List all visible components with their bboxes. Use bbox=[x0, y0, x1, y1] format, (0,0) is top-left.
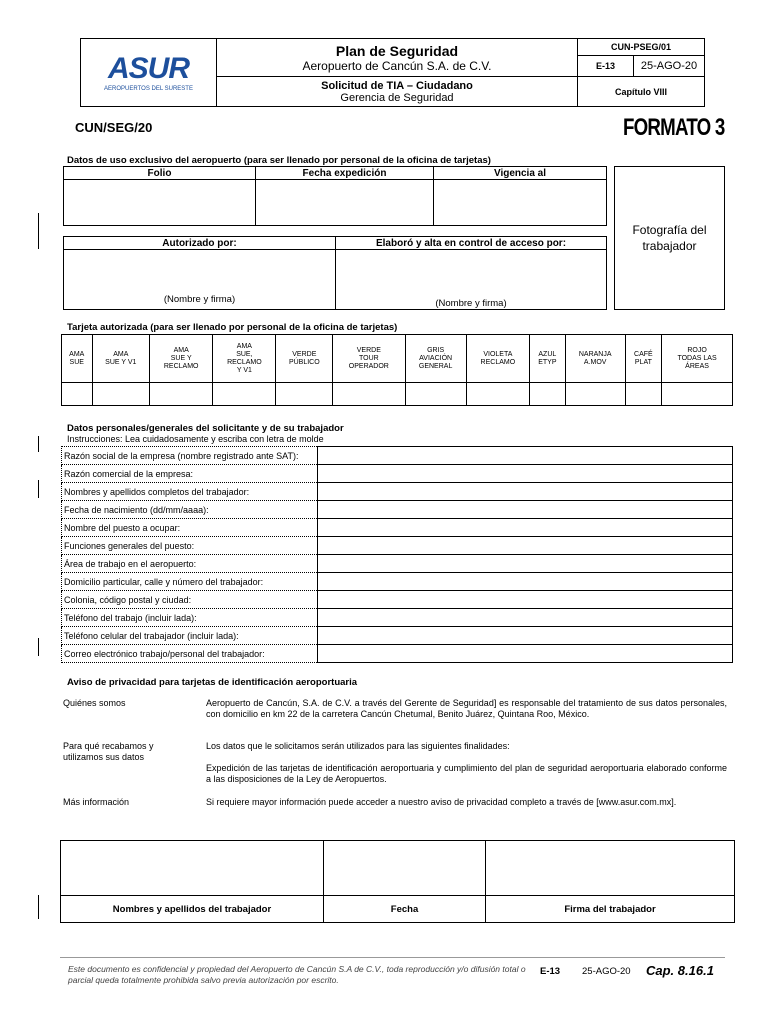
card-option-text: SUE bbox=[69, 358, 84, 366]
department: Gerencia de Seguridad bbox=[340, 91, 454, 104]
card-option-text: VIOLETA bbox=[483, 350, 513, 358]
card-option-text: AMA bbox=[113, 350, 129, 358]
card-option-text: GRIS bbox=[427, 346, 445, 354]
footer-date: 25-AGO-20 bbox=[582, 966, 631, 977]
table-row bbox=[62, 573, 733, 591]
card-option-text: ETYP bbox=[538, 358, 557, 366]
date-field[interactable] bbox=[324, 841, 486, 896]
card-option-text: CAFÉ bbox=[634, 350, 653, 358]
card-option-checkbox[interactable] bbox=[62, 383, 93, 406]
field-label: Teléfono del trabajo (incluir lada): bbox=[62, 609, 318, 627]
card-option-checkbox[interactable] bbox=[529, 383, 565, 406]
logo-text: ASUR bbox=[107, 51, 189, 85]
table-row bbox=[62, 555, 733, 573]
card-option-label bbox=[150, 335, 213, 383]
card-option-text: AZUL bbox=[538, 350, 557, 358]
table-row bbox=[62, 537, 733, 555]
card-option-label bbox=[276, 335, 333, 383]
field-label: Colonia, código postal y ciudad: bbox=[62, 591, 318, 609]
card-option-checkbox[interactable] bbox=[92, 383, 150, 406]
field-input[interactable] bbox=[318, 537, 733, 555]
table-row bbox=[62, 465, 733, 483]
card-option-label bbox=[213, 335, 276, 383]
company-name: Aeropuerto de Cancún S.A. de C.V. bbox=[302, 58, 492, 73]
signature-field[interactable] bbox=[486, 841, 735, 896]
card-option-checkbox[interactable] bbox=[466, 383, 529, 406]
card-option-checkbox[interactable] bbox=[662, 383, 733, 406]
card-type-table bbox=[61, 334, 733, 406]
card-option-text: NARANJA bbox=[578, 350, 612, 358]
card-option-text: AVIACIÓN bbox=[419, 354, 453, 362]
why-label-2: utilizamos sus datos bbox=[63, 752, 145, 762]
field-label: Domicilio particular, calle y número del trabajador: bbox=[62, 573, 318, 591]
field-input[interactable] bbox=[318, 501, 733, 519]
logo-cell bbox=[81, 39, 217, 107]
col-vigencia: Vigencia al bbox=[434, 167, 607, 180]
margin-mark bbox=[38, 213, 39, 249]
col-fecha-expedicion: Fecha expedición bbox=[256, 167, 434, 180]
card-option-text: A.MOV bbox=[583, 358, 607, 366]
name-sign-hint: (Nombre y firma) bbox=[163, 294, 236, 305]
field-label: Fecha de nacimiento (dd/mm/aaaa): bbox=[62, 501, 318, 519]
doc-code: CUN-PSEG/01 bbox=[578, 39, 705, 56]
revision-date: 25-AGO-20 bbox=[634, 56, 705, 77]
edition: E-13 bbox=[578, 56, 634, 77]
card-option-text: RECLAMO bbox=[163, 362, 199, 370]
card-option-text: GENERAL bbox=[418, 362, 453, 370]
card-option-label bbox=[529, 335, 565, 383]
logo-subtitle: AEROPUERTOS DEL SURESTE bbox=[104, 85, 193, 92]
col-folio: Folio bbox=[64, 167, 256, 180]
card-option-label bbox=[405, 335, 466, 383]
field-label: Teléfono celular del trabajador (incluir lada): bbox=[62, 627, 318, 645]
card-option-label bbox=[333, 335, 405, 383]
card-option-checkbox[interactable] bbox=[333, 383, 405, 406]
more-label: Más información bbox=[63, 797, 130, 807]
photo-label: Fotografía del trabajador bbox=[632, 223, 707, 253]
margin-mark bbox=[38, 480, 39, 498]
card-option-checkbox[interactable] bbox=[405, 383, 466, 406]
prepared-by-label: Elaboró y alta en control de acceso por: bbox=[336, 237, 607, 250]
card-option-text: PLAT bbox=[634, 358, 652, 366]
who-text: Aeropuerto de Cancún, S.A. de C.V. a través del Gerente de Seguridad] es responsable del tratamiento de sus datos personales, con domicilio en km 22 de la carretera Cancún Chetumal, Benito Juárez, Quintana Roo, México. bbox=[206, 698, 727, 719]
footer-edition: E-13 bbox=[540, 966, 561, 977]
card-option-text: OPERADOR bbox=[348, 362, 389, 370]
chapter: Capítulo VIII bbox=[578, 77, 705, 107]
card-option-checkbox[interactable] bbox=[150, 383, 213, 406]
authorized-by-label: Autorizado por: bbox=[64, 237, 336, 250]
authorization-table bbox=[63, 236, 607, 310]
card-option-text: TODAS LAS bbox=[677, 354, 717, 362]
date-label: Fecha bbox=[324, 896, 486, 923]
field-input[interactable] bbox=[318, 609, 733, 627]
airport-use-title: Datos de uso exclusivo del aeropuerto (para ser llenado por personal de la oficina de tarjetas) bbox=[67, 155, 491, 166]
subject-cell bbox=[217, 77, 578, 107]
airport-use-table bbox=[63, 166, 607, 226]
margin-mark bbox=[38, 638, 39, 656]
card-option-checkbox[interactable] bbox=[213, 383, 276, 406]
card-option-label bbox=[662, 335, 733, 383]
field-input[interactable] bbox=[318, 483, 733, 501]
card-option-label bbox=[625, 335, 661, 383]
table-row bbox=[62, 645, 733, 663]
table-row bbox=[62, 627, 733, 645]
personal-section-title: Datos personales/generales del solicitante y de su trabajador bbox=[67, 423, 344, 434]
why-text-1: Los datos que le solicitamos serán utilizados para las siguientes finalidades: bbox=[206, 741, 510, 751]
card-option-checkbox[interactable] bbox=[625, 383, 661, 406]
card-option-checkbox[interactable] bbox=[565, 383, 625, 406]
card-option-text: PÚBLICO bbox=[288, 358, 320, 366]
signature-table bbox=[60, 840, 735, 923]
form-code: CUN/SEG/20 bbox=[75, 120, 153, 135]
footer-chapter: Cap. 8.16.1 bbox=[646, 963, 714, 978]
card-option-text: SUE Y bbox=[170, 354, 192, 362]
field-input[interactable] bbox=[318, 573, 733, 591]
vigencia-field[interactable] bbox=[434, 180, 607, 226]
card-option-text: SUE, bbox=[236, 350, 253, 358]
field-label: Nombre del puesto a ocupar: bbox=[62, 519, 318, 537]
card-option-text: VERDE bbox=[292, 350, 317, 358]
field-label: Nombres y apellidos completos del trabajador: bbox=[62, 483, 318, 501]
personal-data-table bbox=[61, 446, 733, 663]
card-option-label bbox=[466, 335, 529, 383]
photo-box[interactable] bbox=[614, 166, 725, 310]
table-row bbox=[62, 501, 733, 519]
card-option-label bbox=[62, 335, 93, 383]
more-text: Si requiere mayor información puede acceder a nuestro aviso de privacidad completo a través de [www.asur.com.mx]. bbox=[206, 797, 677, 807]
card-option-text: AMA bbox=[69, 350, 85, 358]
table-row bbox=[62, 609, 733, 627]
doc-subject: Solicitud de TIA – Ciudadano bbox=[321, 79, 473, 92]
field-label: Área de trabajo en el aeropuerto: bbox=[62, 555, 318, 573]
who-label: Quiénes somos bbox=[63, 698, 126, 708]
field-label: Razón comercial de la empresa: bbox=[62, 465, 318, 483]
form-number: FORMATO 3 bbox=[623, 114, 725, 141]
confidential-notice: Este documento es confidencial y propiedad del Aeropuerto de Cancún S.A de C.V., toda reproducción y/o difusión total o parcial queda totalmente prohibida salvo previa autorización por escrito. bbox=[68, 964, 526, 985]
margin-mark bbox=[38, 436, 39, 452]
card-option-text: TOUR bbox=[358, 354, 379, 362]
card-option-text: SUE Y V1 bbox=[105, 358, 137, 366]
doc-title: Plan de Seguridad bbox=[335, 42, 459, 59]
why-text-2: Expedición de las tarjetas de identificación aeroportuaria y cumplimiento del plan de seguridad aeroportuaria elaborado conforme a las disposiciones de la Ley de Aeropuertos. bbox=[206, 763, 727, 784]
fecha-expedicion-field[interactable] bbox=[256, 180, 434, 226]
card-option-text: Y V1 bbox=[236, 366, 252, 374]
card-option-text: VERDE bbox=[356, 346, 381, 354]
instructions: Instrucciones: Lea cuidadosamente y escriba con letra de molde bbox=[67, 434, 324, 444]
why-label-1: Para qué recabamos y bbox=[63, 741, 154, 751]
field-input[interactable] bbox=[318, 447, 733, 465]
footer-divider bbox=[60, 957, 725, 958]
privacy-title: Aviso de privacidad para tarjetas de identificación aeroportuaria bbox=[67, 677, 358, 688]
card-option-label bbox=[565, 335, 625, 383]
field-input[interactable] bbox=[318, 555, 733, 573]
field-label: Funciones generales del puesto: bbox=[62, 537, 318, 555]
authorized-by-field[interactable] bbox=[64, 250, 336, 310]
table-row bbox=[62, 591, 733, 609]
worker-name-field[interactable] bbox=[61, 841, 324, 896]
table-row bbox=[62, 483, 733, 501]
prepared-by-field[interactable] bbox=[336, 250, 607, 310]
card-option-text: ROJO bbox=[687, 346, 707, 354]
card-option-text: RECLAMO bbox=[480, 358, 516, 366]
field-input[interactable] bbox=[318, 591, 733, 609]
margin-mark bbox=[38, 895, 39, 919]
card-option-text: AMA bbox=[236, 342, 252, 350]
card-option-text: ÁREAS bbox=[685, 362, 709, 370]
folio-field[interactable] bbox=[64, 180, 256, 226]
card-option-text: AMA bbox=[173, 346, 189, 354]
field-label: Correo electrónico trabajo/personal del trabajador: bbox=[62, 645, 318, 663]
worker-name-label: Nombres y apellidos del trabajador bbox=[61, 896, 324, 923]
title-cell bbox=[217, 39, 578, 77]
card-option-text: RECLAMO bbox=[227, 358, 262, 366]
card-section-title: Tarjeta autorizada (para ser llenado por personal de la oficina de tarjetas) bbox=[67, 322, 398, 333]
field-input[interactable] bbox=[318, 645, 733, 663]
signature-label: Firma del trabajador bbox=[486, 896, 735, 923]
document-header bbox=[80, 38, 705, 107]
field-input[interactable] bbox=[318, 519, 733, 537]
field-input[interactable] bbox=[318, 465, 733, 483]
name-sign-hint: (Nombre y firma) bbox=[435, 298, 507, 309]
field-input[interactable] bbox=[318, 627, 733, 645]
field-label: Razón social de la empresa (nombre registrado ante SAT): bbox=[62, 447, 318, 465]
card-option-checkbox[interactable] bbox=[276, 383, 333, 406]
table-row bbox=[62, 447, 733, 465]
table-row bbox=[62, 519, 733, 537]
card-option-label bbox=[92, 335, 150, 383]
asur-logo bbox=[81, 51, 216, 92]
